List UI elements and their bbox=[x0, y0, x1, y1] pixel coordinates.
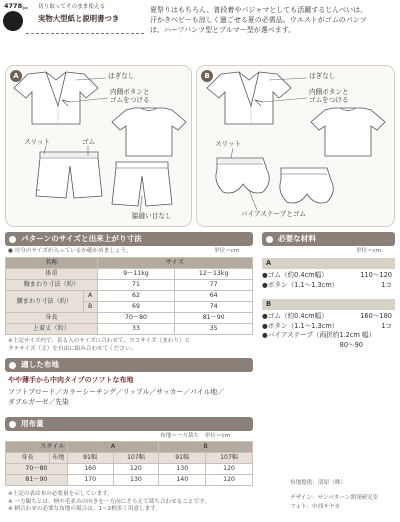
note-line: ※ 一方観ちとは、柄や毛並みの向きを一方向にそろえて裁ち合わせることです。 bbox=[8, 498, 210, 505]
note-line: ※上記サイズ内で、着る人のサイズに合わせて、ヨコサイズ（まわり）と bbox=[8, 338, 191, 344]
row-label: 81〜90 bbox=[6, 475, 68, 486]
panel-b-letter: B bbox=[201, 70, 213, 82]
row-label: 70〜80 bbox=[6, 464, 68, 475]
row-label: 布地 bbox=[49, 453, 67, 464]
table-header: 名称 bbox=[6, 258, 98, 269]
fabric-headline: やや薄手から中肉タイプのソフトな布地 bbox=[8, 376, 134, 384]
callout-slit-b: スリット bbox=[215, 140, 242, 148]
table-cell: 35 bbox=[175, 324, 253, 335]
table-header: A bbox=[67, 442, 159, 453]
cut-line bbox=[26, 33, 144, 34]
material-item bbox=[262, 281, 395, 291]
table-cell: 120 bbox=[206, 464, 253, 475]
fabric-line: ソフトブロード／カラーシーチング／リップル／サッカー／パイル地／ bbox=[8, 388, 225, 396]
table-row bbox=[6, 291, 253, 302]
table-cell: 74 bbox=[175, 302, 253, 313]
section-header-fabric bbox=[5, 358, 253, 372]
table-row bbox=[6, 324, 253, 335]
table-row bbox=[6, 269, 253, 280]
callout-hagi-nashi-b: はぎなし bbox=[309, 72, 336, 80]
photo-credit: フォト：中西サヤカ bbox=[290, 504, 341, 510]
note-line: タテサイズ（丈）を自由に組み合わせてください。 bbox=[8, 345, 137, 352]
table-row bbox=[6, 280, 253, 291]
table-cell: 120 bbox=[113, 464, 159, 475]
yardage-notes bbox=[8, 491, 258, 514]
sizes-subtitle-text: 自分のサイズが入っているか確かめましょう。 bbox=[14, 248, 132, 254]
table-header: サイズ bbox=[97, 258, 252, 269]
table-header: 91幅 bbox=[159, 453, 206, 464]
sizes-notes bbox=[8, 338, 254, 353]
intro-text bbox=[150, 6, 396, 36]
row-label: 身長 bbox=[6, 453, 50, 464]
fabric-line: ダブルガーゼ／先染 bbox=[8, 397, 69, 406]
table-cell: 12〜13kg bbox=[175, 269, 253, 280]
row-label: 胸まわり寸法（約） bbox=[6, 280, 98, 291]
material-name: ●ゴム（約0.4cm幅） bbox=[262, 312, 328, 320]
materials-block-a bbox=[262, 258, 395, 290]
row-label: 体重 bbox=[6, 269, 98, 280]
materials-label-b: B bbox=[262, 299, 395, 310]
section-bullet-icon bbox=[9, 236, 16, 243]
material-value: 80〜90 bbox=[339, 340, 363, 349]
scissors-icon: ✂ bbox=[22, 4, 29, 13]
intro-line: 夏祭りはもちろん、普段着やパジャマとしても活躍するじんべいは、 bbox=[150, 6, 368, 14]
table-cell: 77 bbox=[175, 280, 253, 291]
table-header: 107幅 bbox=[113, 453, 159, 464]
table-cell: 64 bbox=[175, 291, 253, 302]
row-label: 身長 bbox=[6, 313, 98, 324]
badge-title: 実物大型紙と説明書つき bbox=[38, 14, 120, 23]
materials-unit: 単位＝cm bbox=[356, 248, 382, 254]
pattern-mark-icon bbox=[3, 11, 23, 31]
table-header: B bbox=[159, 442, 253, 453]
table-cell: 69 bbox=[97, 302, 175, 313]
material-name: ●ゴム（約0.4cm幅） bbox=[262, 271, 328, 279]
material-item bbox=[262, 312, 395, 322]
design-credit: デザイン：サンパターン開発研究室 bbox=[290, 495, 379, 501]
callout-gomu-a: ゴム bbox=[82, 138, 96, 146]
illustration-panel-b bbox=[196, 65, 395, 227]
material-name: ●バイアステープ（両折約1.2cm 幅） bbox=[262, 331, 376, 339]
intro-line: は、ハーフパンツ型とブルマー型が選べます。 bbox=[150, 25, 296, 34]
materials-label-a: A bbox=[262, 258, 395, 269]
table-cell: 130 bbox=[159, 464, 206, 475]
table-cell: 9〜11kg bbox=[97, 269, 175, 280]
table-header: スタイル bbox=[6, 442, 68, 453]
callout-hagi-nashi-a: はぎなし bbox=[108, 72, 135, 80]
table-cell: 62 bbox=[97, 291, 175, 302]
material-item bbox=[262, 271, 395, 281]
table-cell: 120 bbox=[206, 475, 253, 486]
table-row bbox=[6, 258, 253, 269]
materials-block-b bbox=[262, 299, 395, 350]
table-header: 91幅 bbox=[67, 453, 113, 464]
table-row bbox=[6, 313, 253, 324]
table-cell: 140 bbox=[159, 475, 206, 486]
intro-line: 汗かきベビーも涼しく過ごせる夏の必需品。ウエストがゴムのパンツ bbox=[150, 15, 367, 24]
section-title: パターンのサイズと出来上がり寸法 bbox=[21, 234, 142, 243]
table-cell: 71 bbox=[97, 280, 175, 291]
table-row bbox=[6, 475, 253, 486]
illustration-panel-a bbox=[5, 65, 192, 227]
section-bullet-icon bbox=[266, 236, 273, 243]
callout-bias-tape-b: バイアステープとゴム bbox=[241, 210, 307, 218]
section-title: 適した布地 bbox=[21, 360, 59, 369]
row-label: 腰まわり寸法（約） bbox=[6, 291, 84, 313]
table-cell: 170 bbox=[67, 475, 113, 486]
table-cell: 81〜90 bbox=[175, 313, 253, 324]
section-bullet-icon bbox=[9, 421, 16, 428]
sizes-subtitle: ● 自分のサイズが入っているか確かめましょう。 bbox=[8, 248, 132, 254]
note-line: ※上記の表は布の必要量を示しています。 bbox=[8, 491, 113, 497]
table-header: 107幅 bbox=[206, 453, 253, 464]
table-row bbox=[6, 453, 253, 464]
section-title: 必要な材料 bbox=[278, 234, 316, 243]
table-row bbox=[6, 464, 253, 475]
material-value: 110〜120 bbox=[360, 271, 392, 279]
fabric-credit: 布地提供：清原（株） bbox=[290, 480, 346, 486]
material-value: 1コ bbox=[381, 280, 392, 289]
pattern-number: 4778 bbox=[4, 2, 23, 10]
material-value: 1コ bbox=[381, 321, 392, 330]
panel-a-letter: A bbox=[10, 70, 22, 82]
material-name: ●ボタン（1.1〜1.3cm） bbox=[262, 280, 339, 289]
sizes-table bbox=[5, 257, 253, 335]
yardage-unit: 布地＝一方裁ち 単位＝cm bbox=[160, 433, 231, 439]
note-line: ※ 柄合わせの必要な布地の場合は、1〜2柄多く用意します。 bbox=[8, 506, 161, 513]
table-cell: 70〜80 bbox=[97, 313, 175, 324]
yardage-table bbox=[5, 441, 253, 486]
sizes-unit: 単位＝cm bbox=[214, 248, 240, 254]
badge-subtitle: 切り取ってそのまま使える bbox=[38, 4, 106, 10]
material-item bbox=[262, 341, 395, 351]
section-header-yardage bbox=[5, 417, 253, 431]
section-header-materials bbox=[262, 232, 395, 246]
section-title: 用布量 bbox=[21, 419, 44, 428]
material-item bbox=[262, 331, 395, 341]
row-label: 上着丈（約） bbox=[6, 324, 98, 335]
callout-slit-a: スリット bbox=[24, 138, 51, 146]
row-sublabel: A bbox=[83, 291, 97, 302]
row-sublabel: B bbox=[83, 302, 97, 313]
material-item bbox=[262, 322, 395, 332]
table-cell: 130 bbox=[113, 475, 159, 486]
callout-inner-button-b: 内側ボタンと ゴムをつける bbox=[309, 88, 349, 105]
table-cell: 33 bbox=[97, 324, 175, 335]
table-row bbox=[6, 442, 253, 453]
material-value: 160〜180 bbox=[360, 312, 392, 320]
callout-inner-button-a: 内側ボタンと ゴムをつける bbox=[110, 88, 150, 105]
callout-side-seam-a: 脇縫い目なし bbox=[132, 212, 172, 220]
material-name: ●ボタン（1.1〜1.3cm） bbox=[262, 321, 339, 330]
table-cell: 160 bbox=[67, 464, 113, 475]
section-header-sizes bbox=[5, 232, 253, 246]
fabric-list bbox=[8, 388, 254, 408]
section-bullet-icon bbox=[9, 362, 16, 369]
garment-drawing-a bbox=[6, 66, 193, 228]
